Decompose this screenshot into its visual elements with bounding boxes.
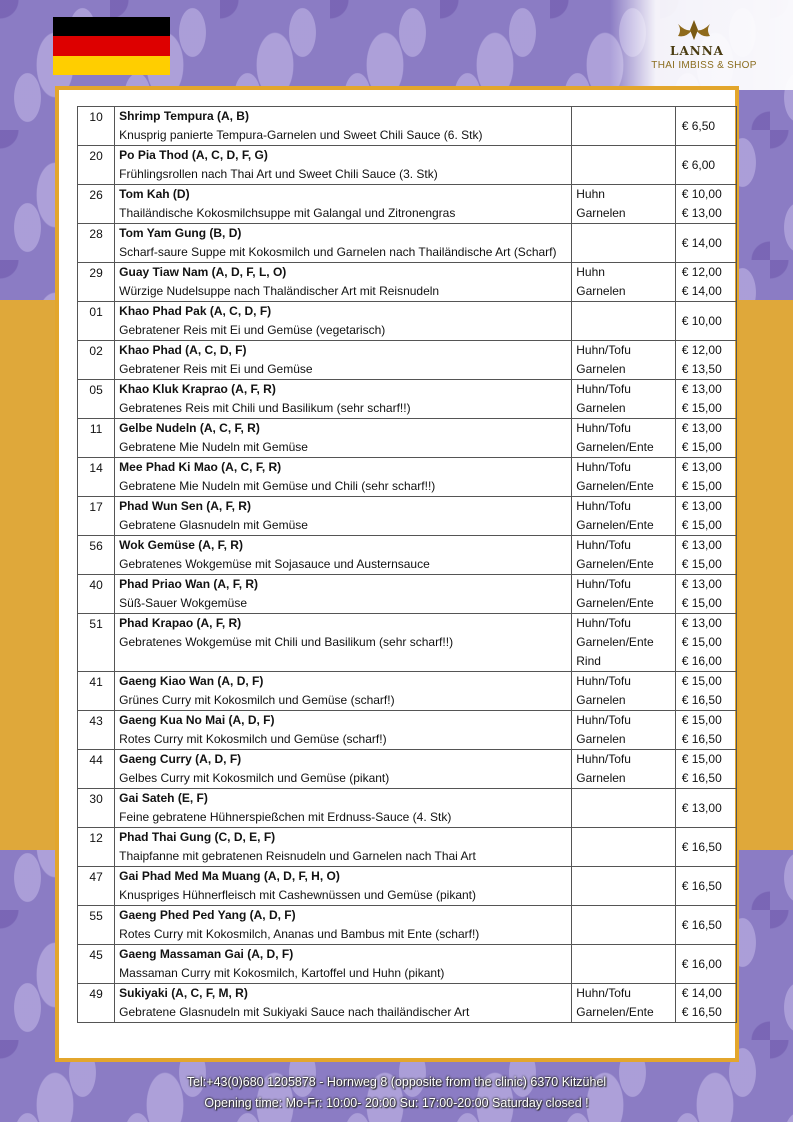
item-price: € 16,50: [681, 771, 722, 785]
item-name: Po Pia Thod (A, C, D, F, G): [119, 148, 268, 162]
item-variant: Huhn/Tofu: [576, 382, 631, 396]
item-name: Phad Krapao (A, F, R): [119, 616, 242, 630]
item-name: Gaeng Curry (A, D, F): [119, 752, 242, 766]
item-price-cell: [675, 672, 736, 711]
menu-row: [78, 828, 737, 867]
item-price: € 15,00: [681, 752, 722, 766]
item-number: 43: [78, 711, 115, 750]
item-variants-cell: [572, 302, 675, 341]
item-price: € 16,00: [681, 654, 722, 668]
item-variant: Huhn/Tofu: [576, 752, 631, 766]
item-description: Massaman Curry mit Kokosmilch, Kartoffel und Huhn (pikant): [119, 966, 445, 980]
item-price: € 13,00: [681, 421, 722, 435]
item-variants-cell: [572, 380, 675, 419]
menu-row: [78, 185, 737, 224]
item-price-cell: [675, 185, 736, 224]
item-variants-cell: [572, 224, 675, 263]
menu-row: [78, 224, 737, 263]
item-description: Gebratene Mie Nudeln mit Gemüse und Chili (sehr scharf!!): [119, 479, 436, 493]
item-description: Thailändische Kokosmilchsuppe mit Galangal und Zitronengras: [119, 206, 456, 220]
item-description-cell: [115, 711, 572, 750]
item-price: € 13,00: [681, 616, 722, 630]
item-number: 11: [78, 419, 115, 458]
item-price: € 13,00: [681, 499, 722, 513]
item-description: Rotes Curry mit Kokosmilch, Ananas und Bambus mit Ente (scharf!): [119, 927, 480, 941]
item-number: 44: [78, 750, 115, 789]
item-price-cell: [675, 750, 736, 789]
item-description: Scharf-saure Suppe mit Kokosmilch und Garnelen nach Thailändische Art (Scharf): [119, 245, 557, 259]
item-description-cell: [115, 146, 572, 185]
item-price: € 15,00: [681, 596, 722, 610]
item-description: Gebratene Glasnudeln mit Gemüse: [119, 518, 308, 532]
item-description-cell: [115, 497, 572, 536]
item-variants-cell: [572, 419, 675, 458]
item-variant: Huhn/Tofu: [576, 421, 631, 435]
item-description-cell: [115, 672, 572, 711]
item-price: € 13,50: [681, 362, 722, 376]
item-description-cell: [115, 536, 572, 575]
menu-row: [78, 107, 737, 146]
item-price: € 16,50: [681, 732, 722, 746]
item-price: € 13,00: [681, 460, 722, 474]
item-price: € 16,50: [681, 1005, 722, 1019]
logo-name: LANNA: [670, 44, 724, 58]
item-name: Phad Wun Sen (A, F, R): [119, 499, 251, 513]
item-variant: Garnelen: [576, 401, 626, 415]
item-description-cell: [115, 750, 572, 789]
item-name: Gai Phad Med Ma Muang (A, D, F, H, O): [119, 869, 340, 883]
item-price-cell: [675, 302, 736, 341]
menu-row: [78, 380, 737, 419]
item-price-cell: [675, 984, 736, 1023]
item-price: € 15,00: [681, 518, 722, 532]
item-price-cell: [675, 789, 736, 828]
item-variants-cell: [572, 945, 675, 984]
menu-row: [78, 419, 737, 458]
menu-row: [78, 672, 737, 711]
item-number: 47: [78, 867, 115, 906]
item-number: 17: [78, 497, 115, 536]
item-variants-cell: [572, 867, 675, 906]
item-price: € 16,50: [681, 917, 722, 932]
footer-hours: Opening time: Mo-Fr: 10:00- 20:00 Su: 17:00-20:00 Saturday closed !: [204, 1096, 589, 1110]
item-variants-cell: [572, 107, 675, 146]
item-name: Gai Sateh (E, F): [119, 791, 208, 805]
item-description: Gebratener Reis mit Ei und Gemüse (vegetarisch): [119, 323, 386, 337]
item-number: 14: [78, 458, 115, 497]
item-name: Gelbe Nudeln (A, C, F, R): [119, 421, 260, 435]
item-variant: Garnelen/Ente: [576, 479, 654, 493]
item-description-cell: [115, 224, 572, 263]
item-variant: Rind: [576, 654, 601, 668]
item-number: 05: [78, 380, 115, 419]
item-variants-cell: [572, 536, 675, 575]
item-price: € 15,00: [681, 713, 722, 727]
item-variants-cell: [572, 906, 675, 945]
menu-row: [78, 146, 737, 185]
item-description-cell: [115, 575, 572, 614]
item-number: 45: [78, 945, 115, 984]
item-description: Gebratenes Wokgemüse mit Sojasauce und Austernsauce: [119, 557, 430, 571]
item-description: Frühlingsrollen nach Thai Art und Sweet Chili Sauce (3. Stk): [119, 167, 438, 181]
item-name: Tom Kah (D): [119, 187, 190, 201]
item-description-cell: [115, 107, 572, 146]
item-variant: Garnelen: [576, 732, 626, 746]
menu-panel: [55, 86, 739, 1062]
item-variant: Garnelen/Ente: [576, 518, 654, 532]
item-name: Mee Phad Ki Mao (A, C, F, R): [119, 460, 282, 474]
item-price-cell: [675, 341, 736, 380]
item-number: 51: [78, 614, 115, 672]
item-variant: Garnelen: [576, 362, 626, 376]
item-description-cell: [115, 906, 572, 945]
item-number: 56: [78, 536, 115, 575]
logo: [610, 0, 793, 90]
menu-row: [78, 341, 737, 380]
item-variant: Garnelen: [576, 693, 626, 707]
item-variant: Huhn/Tofu: [576, 986, 631, 1000]
menu-row: [78, 263, 737, 302]
item-variant: Huhn/Tofu: [576, 616, 631, 630]
item-name: Tom Yam Gung (B, D): [119, 226, 242, 240]
item-price: € 15,00: [681, 635, 722, 649]
item-variant: Huhn: [576, 265, 605, 279]
item-price-cell: [675, 380, 736, 419]
item-price: € 13,00: [681, 800, 722, 815]
menu-row: [78, 906, 737, 945]
item-price: € 14,00: [681, 235, 722, 250]
item-variants-cell: [572, 750, 675, 789]
item-price: € 13,00: [681, 577, 722, 591]
item-price-cell: [675, 828, 736, 867]
item-variants-cell: [572, 828, 675, 867]
item-name: Phad Priao Wan (A, F, R): [119, 577, 259, 591]
item-description: Gebratener Reis mit Ei und Gemüse: [119, 362, 313, 376]
item-price: € 14,00: [681, 986, 722, 1000]
item-variants-cell: [572, 672, 675, 711]
item-description-cell: [115, 263, 572, 302]
item-number: 01: [78, 302, 115, 341]
menu-row: [78, 789, 737, 828]
item-price: € 15,00: [681, 440, 722, 454]
item-description-cell: [115, 945, 572, 984]
item-name: Gaeng Phed Ped Yang (A, D, F): [119, 908, 296, 922]
menu-row: [78, 575, 737, 614]
logo-subtitle: THAI IMBISS & SHOP: [651, 60, 757, 71]
item-name: Khao Phad Pak (A, C, D, F): [119, 304, 272, 318]
item-price: € 12,00: [681, 265, 722, 279]
item-description-cell: [115, 867, 572, 906]
item-variants-cell: [572, 614, 675, 672]
item-variant: Huhn/Tofu: [576, 713, 631, 727]
menu-row: [78, 750, 737, 789]
menu-table: [77, 106, 737, 1023]
item-description-cell: [115, 302, 572, 341]
item-number: 28: [78, 224, 115, 263]
item-price: € 16,50: [681, 839, 722, 854]
item-price: € 15,00: [681, 557, 722, 571]
item-description-cell: [115, 828, 572, 867]
item-description: Süß-Sauer Wokgemüse: [119, 596, 247, 610]
item-variants-cell: [572, 458, 675, 497]
item-price-cell: [675, 107, 736, 146]
item-number: 10: [78, 107, 115, 146]
item-variant: Garnelen: [576, 284, 626, 298]
item-price: € 16,50: [681, 693, 722, 707]
item-name: Gaeng Kiao Wan (A, D, F): [119, 674, 264, 688]
item-description-cell: [115, 789, 572, 828]
menu-row: [78, 302, 737, 341]
item-description: Feine gebratene Hühnerspießchen mit Erdnuss-Sauce (4. Stk): [119, 810, 452, 824]
item-description: Gelbes Curry mit Kokosmilch und Gemüse (pikant): [119, 771, 390, 785]
item-price: € 15,00: [681, 401, 722, 415]
item-number: 49: [78, 984, 115, 1023]
item-description: Gebratenes Reis mit Chili und Basilikum (sehr scharf!!): [119, 401, 411, 415]
item-variant: Huhn/Tofu: [576, 499, 631, 513]
item-variant: Garnelen: [576, 771, 626, 785]
menu-row: [78, 945, 737, 984]
item-price-cell: [675, 497, 736, 536]
item-name: Gaeng Massaman Gai (A, D, F): [119, 947, 294, 961]
item-variants-cell: [572, 341, 675, 380]
item-name: Phad Thai Gung (C, D, E, F): [119, 830, 276, 844]
item-number: 30: [78, 789, 115, 828]
item-price-cell: [675, 146, 736, 185]
item-price-cell: [675, 867, 736, 906]
item-price-cell: [675, 224, 736, 263]
item-variant: Huhn/Tofu: [576, 538, 631, 552]
item-price: € 13,00: [681, 206, 722, 220]
menu-row: [78, 984, 737, 1023]
item-price-cell: [675, 906, 736, 945]
item-description: Gebratene Glasnudeln mit Sukiyaki Sauce nach thailändischer Art: [119, 1005, 470, 1019]
item-description: Knuspriges Hühnerfleisch mit Cashewnüssen und Gemüse (pikant): [119, 888, 476, 902]
item-price: € 6,00: [681, 157, 716, 172]
item-description: Thaipfanne mit gebratenen Reisnudeln und Garnelen nach Thai Art: [119, 849, 476, 863]
item-price: € 16,00: [681, 956, 722, 971]
item-number: 29: [78, 263, 115, 302]
item-description-cell: [115, 185, 572, 224]
menu-row: [78, 536, 737, 575]
item-name: Sukiyaki (A, C, F, M, R): [119, 986, 248, 1000]
item-variant: Garnelen/Ente: [576, 596, 654, 610]
footer-contact: Tel:+43(0)680 1205878 - Hornweg 8 (opposite from the clinic) 6370 Kitzühel: [186, 1075, 607, 1089]
item-variant: Garnelen: [576, 206, 626, 220]
item-description-cell: [115, 458, 572, 497]
item-price-cell: [675, 945, 736, 984]
item-variants-cell: [572, 146, 675, 185]
item-name: Khao Phad (A, C, D, F): [119, 343, 247, 357]
item-variants-cell: [572, 497, 675, 536]
item-price: € 13,00: [681, 538, 722, 552]
item-number: 12: [78, 828, 115, 867]
menu-row: [78, 497, 737, 536]
thai-ornament-icon: [674, 18, 714, 42]
item-variant: Huhn: [576, 187, 605, 201]
item-variants-cell: [572, 575, 675, 614]
item-price: € 15,00: [681, 674, 722, 688]
germany-flag-icon[interactable]: [53, 17, 170, 75]
item-description: Gebratene Mie Nudeln mit Gemüse: [119, 440, 308, 454]
item-name: Shrimp Tempura (A, B): [119, 109, 249, 123]
item-name: Guay Tiaw Nam (A, D, F, L, O): [119, 265, 287, 279]
item-variant: Huhn/Tofu: [576, 460, 631, 474]
item-price-cell: [675, 575, 736, 614]
menu-row: [78, 867, 737, 906]
item-name: Gaeng Kua No Mai (A, D, F): [119, 713, 275, 727]
item-price-cell: [675, 419, 736, 458]
item-price-cell: [675, 614, 736, 672]
item-price-cell: [675, 458, 736, 497]
item-variant: Garnelen/Ente: [576, 1005, 654, 1019]
item-number: 26: [78, 185, 115, 224]
item-number: 20: [78, 146, 115, 185]
item-price: € 12,00: [681, 343, 722, 357]
item-variant: Huhn/Tofu: [576, 577, 631, 591]
item-number: 40: [78, 575, 115, 614]
item-price: € 6,50: [681, 118, 716, 133]
item-price: € 15,00: [681, 479, 722, 493]
menu-row: [78, 614, 737, 672]
item-variants-cell: [572, 263, 675, 302]
item-number: 02: [78, 341, 115, 380]
item-variant: Garnelen/Ente: [576, 440, 654, 454]
item-variants-cell: [572, 185, 675, 224]
item-price-cell: [675, 711, 736, 750]
item-price: € 13,00: [681, 382, 722, 396]
item-description: Gebratenes Wokgemüse mit Chili und Basilikum (sehr scharf!!): [119, 635, 454, 649]
item-price-cell: [675, 536, 736, 575]
item-description: Würzige Nudelsuppe nach Thaländischer Art mit Reisnudeln: [119, 284, 440, 298]
item-description: Grünes Curry mit Kokosmilch und Gemüse (scharf!): [119, 693, 395, 707]
item-description-cell: [115, 984, 572, 1023]
item-variants-cell: [572, 711, 675, 750]
item-price-cell: [675, 263, 736, 302]
item-number: 41: [78, 672, 115, 711]
menu-row: [78, 711, 737, 750]
item-variants-cell: [572, 789, 675, 828]
item-name: Khao Kluk Kraprao (A, F, R): [119, 382, 276, 396]
item-variant: Huhn/Tofu: [576, 343, 631, 357]
item-description-cell: [115, 380, 572, 419]
item-variants-cell: [572, 984, 675, 1023]
item-number: 55: [78, 906, 115, 945]
item-description-cell: [115, 614, 572, 672]
item-price: € 10,00: [681, 187, 722, 201]
item-price: € 14,00: [681, 284, 722, 298]
item-description: Rotes Curry mit Kokosmilch und Gemüse (scharf!): [119, 732, 387, 746]
item-price: € 10,00: [681, 313, 722, 328]
item-description-cell: [115, 419, 572, 458]
menu-row: [78, 458, 737, 497]
item-variant: Garnelen/Ente: [576, 557, 654, 571]
item-name: Wok Gemüse (A, F, R): [119, 538, 243, 552]
item-variant: Garnelen/Ente: [576, 635, 654, 649]
item-variant: Huhn/Tofu: [576, 674, 631, 688]
item-description: Knusprig panierte Tempura-Garnelen und Sweet Chili Sauce (6. Stk): [119, 128, 483, 142]
item-price: € 16,50: [681, 878, 722, 893]
item-description-cell: [115, 341, 572, 380]
